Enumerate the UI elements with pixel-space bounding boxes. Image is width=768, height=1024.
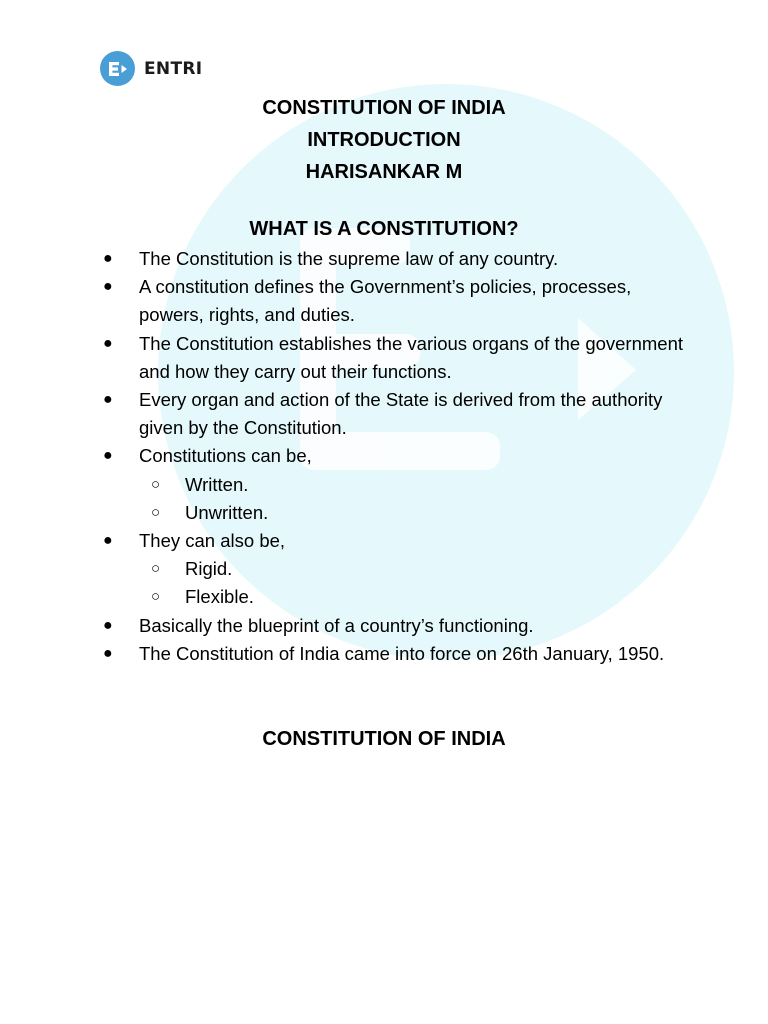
sub-list-item bbox=[139, 499, 696, 527]
sub-list-item-text: Flexible. bbox=[185, 586, 254, 608]
bullet-marker: ● bbox=[103, 278, 113, 296]
list-item-text: The Constitution of India came into force on 26th January, 1950. bbox=[139, 642, 665, 664]
document-title: CONSTITUTION OF INDIA bbox=[262, 97, 506, 119]
brand-name: ENTRI bbox=[144, 58, 203, 79]
list-item-text: A constitution defines the Government’s policies, processes, powers, rights, and duties. bbox=[139, 276, 632, 326]
bullet-list bbox=[96, 245, 696, 668]
list-item-text: Basically the blueprint of a country’s functioning. bbox=[139, 614, 534, 636]
sub-list-item-text: Rigid. bbox=[185, 558, 233, 580]
list-item bbox=[96, 273, 696, 329]
list-item bbox=[96, 442, 696, 527]
list-item bbox=[96, 612, 696, 640]
list-item bbox=[96, 640, 696, 668]
sub-bullet-marker: ○ bbox=[151, 503, 161, 521]
sub-bullet-marker: ○ bbox=[151, 560, 161, 578]
bullet-marker: ● bbox=[103, 447, 113, 465]
sub-list-item bbox=[139, 555, 696, 583]
list-item bbox=[96, 245, 696, 273]
bullet-marker: ● bbox=[103, 250, 113, 267]
section-heading-what-is-constitution: WHAT IS A CONSTITUTION? bbox=[249, 218, 519, 240]
bullet-marker: ● bbox=[103, 532, 113, 550]
sub-list-item bbox=[139, 583, 696, 611]
sub-list-item bbox=[139, 471, 696, 499]
document-author: HARISANKAR M bbox=[305, 161, 463, 183]
entri-logo-badge bbox=[100, 51, 135, 86]
list-item bbox=[96, 330, 696, 386]
list-item-text: The Constitution establishes the various organs of the government and how they carry out their functions. bbox=[139, 332, 684, 382]
document-subtitle: INTRODUCTION bbox=[307, 129, 461, 151]
bullet-marker: ● bbox=[103, 334, 113, 352]
list-item-text: They can also be, bbox=[139, 530, 286, 552]
bullet-marker: ● bbox=[103, 616, 113, 634]
sub-bullet-marker: ○ bbox=[151, 475, 161, 493]
list-item-text: Constitutions can be, bbox=[139, 445, 312, 467]
list-item-text: Every organ and action of the State is derived from the authority given by the Constitution. bbox=[139, 389, 663, 439]
sub-list-item-text: Unwritten. bbox=[185, 501, 269, 523]
entri-logo bbox=[100, 51, 202, 86]
sub-bullet-marker: ○ bbox=[151, 588, 161, 606]
list-item-text: The Constitution is the supreme law of any country. bbox=[139, 248, 559, 269]
sub-list bbox=[139, 555, 696, 611]
sub-list-item-text: Written. bbox=[185, 473, 249, 495]
entri-e-icon bbox=[106, 60, 130, 78]
bullet-marker: ● bbox=[103, 391, 113, 409]
bullet-marker: ● bbox=[103, 644, 113, 662]
sub-list bbox=[139, 471, 696, 527]
list-item bbox=[96, 527, 696, 612]
list-item bbox=[96, 386, 696, 442]
section-heading-constitution-of-india: CONSTITUTION OF INDIA bbox=[262, 728, 506, 750]
